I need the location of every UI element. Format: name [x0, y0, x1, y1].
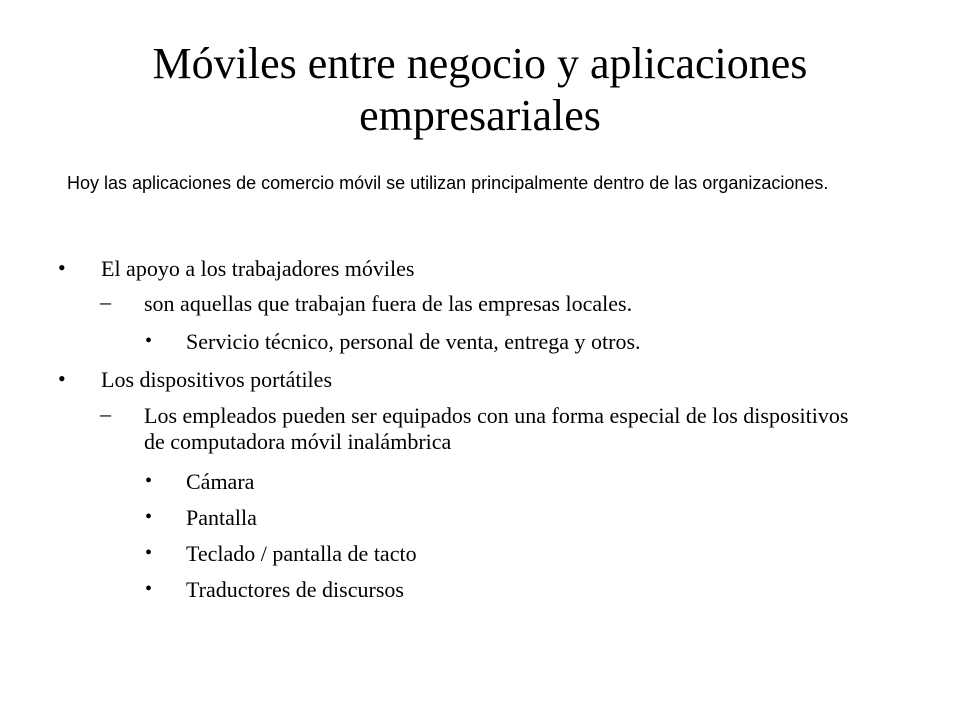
- bullet-icon: •: [145, 330, 153, 352]
- sub-sub-bullet-text: Cámara: [186, 469, 255, 494]
- sub-bullet-text: son aquellas que trabajan fuera de las empresas locales.: [144, 291, 633, 316]
- slide-title: Móviles entre negocio y aplicaciones empresariales: [152, 39, 808, 140]
- sub-sub-bullet-item: [145, 469, 886, 495]
- dash-icon: –: [100, 401, 111, 426]
- bullet-icon: •: [145, 470, 153, 492]
- intro-paragraph: Hoy las aplicaciones de comercio móvil se utilizan principalmente dentro de las organizaciones.: [67, 173, 829, 193]
- sub-bullet-item: [100, 289, 884, 317]
- bullet-icon: •: [58, 255, 66, 280]
- sub-bullet-item: [100, 401, 869, 455]
- dash-icon: –: [100, 289, 111, 314]
- sub-sub-bullet-item: [145, 577, 886, 603]
- bullet-icon: •: [145, 578, 153, 600]
- sub-sub-bullet-item: [145, 541, 886, 567]
- sub-bullet-text: Los empleados pueden ser equipados con una forma especial de los dispositivos de computadora móvil inalámbrica: [144, 403, 849, 454]
- sub-sub-bullet-item: [145, 329, 906, 355]
- bullet-item: [58, 255, 881, 282]
- sub-sub-bullet-item: [145, 505, 886, 531]
- sub-sub-bullet-text: Traductores de discursos: [186, 577, 404, 602]
- bullet-icon: •: [145, 542, 153, 564]
- bullet-icon: •: [145, 506, 153, 528]
- sub-sub-bullet-text: Pantalla: [186, 505, 257, 530]
- sub-sub-bullet-text: Teclado / pantalla de tacto: [186, 541, 417, 566]
- bullet-icon: •: [58, 366, 66, 391]
- bullet-text: Los dispositivos portátiles: [101, 367, 332, 392]
- bullet-text: El apoyo a los trabajadores móviles: [101, 256, 415, 281]
- bullet-item: [58, 366, 881, 393]
- sub-sub-bullet-text: Servicio técnico, personal de venta, entrega y otros.: [186, 329, 641, 354]
